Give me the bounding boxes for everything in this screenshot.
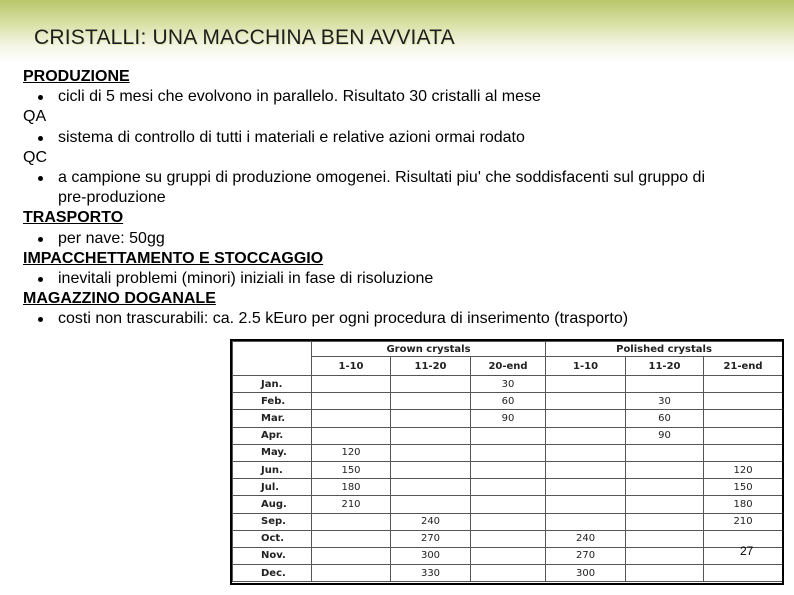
section-heading: QA — [23, 108, 47, 126]
bullet-item: per nave: 50gg — [23, 229, 783, 249]
value-cell: 270 — [391, 530, 471, 547]
value-cell — [704, 410, 783, 427]
value-cell — [626, 444, 704, 461]
value-cell: 150 — [704, 479, 783, 496]
value-cell: 30 — [626, 393, 704, 410]
value-cell — [546, 393, 626, 410]
value-cell — [471, 530, 546, 547]
bullet-item: inevitali problemi (minori) iniziali in fase di risoluzione — [23, 269, 783, 289]
value-cell — [704, 444, 783, 461]
value-cell — [626, 461, 704, 478]
value-cell — [312, 427, 391, 444]
month-cell: Oct. — [233, 530, 312, 547]
section-heading: TRASPORTO — [23, 209, 124, 227]
value-cell — [546, 496, 626, 513]
value-cell — [391, 479, 471, 496]
month-cell: Jun. — [233, 461, 312, 478]
slide-content — [23, 67, 783, 330]
value-cell: 210 — [704, 513, 783, 530]
value-cell — [471, 427, 546, 444]
value-cell — [391, 461, 471, 478]
bullet-item: sistema di controllo di tutti i materiali e relative azioni ormai rodato — [23, 128, 783, 148]
value-cell — [391, 444, 471, 461]
value-cell: 30 — [471, 376, 546, 393]
corner-cell — [233, 342, 312, 376]
month-cell: Dec. — [233, 565, 312, 582]
table-row — [233, 565, 783, 582]
value-cell: 90 — [471, 410, 546, 427]
section-heading: PRODUZIONE — [23, 68, 130, 85]
value-cell — [546, 376, 626, 393]
value-cell — [312, 513, 391, 530]
value-cell — [471, 496, 546, 513]
value-cell — [626, 376, 704, 393]
value-cell — [626, 496, 704, 513]
table-row — [233, 479, 783, 496]
value-cell — [546, 410, 626, 427]
value-cell: 120 — [704, 461, 783, 478]
value-cell — [391, 376, 471, 393]
slide-title: CRISTALLI: UNA MACCHINA BEN AVVIATA — [34, 26, 455, 49]
value-cell — [704, 376, 783, 393]
month-cell: Nov. — [233, 547, 312, 564]
value-cell — [391, 410, 471, 427]
table-row — [233, 513, 783, 530]
column-header: 1-10 — [546, 357, 626, 376]
section-impacchettamento — [23, 249, 783, 289]
column-header: 11-20 — [391, 357, 471, 376]
value-cell: 330 — [391, 565, 471, 582]
section-produzione — [23, 67, 783, 107]
value-cell: 60 — [471, 393, 546, 410]
table-row — [233, 393, 783, 410]
value-cell: 240 — [391, 513, 471, 530]
month-cell: Feb. — [233, 393, 312, 410]
value-cell — [312, 547, 391, 564]
month-cell: May. — [233, 444, 312, 461]
value-cell — [471, 479, 546, 496]
month-cell: Sep. — [233, 513, 312, 530]
column-header: 20-end — [471, 357, 546, 376]
group-header-grown: Grown crystals — [312, 342, 546, 357]
value-cell — [471, 461, 546, 478]
month-cell: Apr. — [233, 427, 312, 444]
value-cell — [471, 565, 546, 582]
value-cell: 240 — [546, 530, 626, 547]
table-row — [233, 444, 783, 461]
value-cell — [626, 513, 704, 530]
value-cell — [626, 565, 704, 582]
section-magazzino — [23, 289, 783, 329]
value-cell — [546, 444, 626, 461]
value-cell — [546, 427, 626, 444]
value-cell — [626, 530, 704, 547]
value-cell — [546, 479, 626, 496]
value-cell — [626, 547, 704, 564]
column-header: 1-10 — [312, 357, 391, 376]
table-row — [233, 496, 783, 513]
value-cell — [471, 444, 546, 461]
value-cell — [312, 393, 391, 410]
page-number: 27 — [740, 544, 754, 558]
value-cell — [471, 513, 546, 530]
value-cell — [546, 513, 626, 530]
value-cell — [312, 376, 391, 393]
value-cell — [391, 496, 471, 513]
value-cell — [546, 461, 626, 478]
value-cell — [704, 393, 783, 410]
value-cell: 270 — [546, 547, 626, 564]
section-heading: QC — [23, 148, 47, 166]
section-heading: MAGAZZINO DOGANALE — [23, 290, 216, 308]
section-trasporto — [23, 208, 783, 248]
month-cell: Aug. — [233, 496, 312, 513]
value-cell: 300 — [391, 547, 471, 564]
table-body — [233, 376, 783, 582]
table-row — [233, 376, 783, 393]
month-cell: Jan. — [233, 376, 312, 393]
table-row — [233, 530, 783, 547]
value-cell — [312, 530, 391, 547]
table-row — [233, 461, 783, 478]
table-row — [233, 427, 783, 444]
value-cell — [391, 427, 471, 444]
section-qc — [23, 148, 783, 209]
value-cell: 120 — [312, 444, 391, 461]
production-table — [232, 341, 783, 582]
value-cell: 180 — [312, 479, 391, 496]
table-row — [233, 410, 783, 427]
value-cell — [471, 547, 546, 564]
value-cell: 60 — [626, 410, 704, 427]
value-cell — [704, 427, 783, 444]
value-cell — [704, 565, 783, 582]
bullet-item: costi non trascurabili: ca. 2.5 kEuro per ogni procedura di inserimento (trasporto) — [23, 309, 783, 329]
value-cell: 150 — [312, 461, 391, 478]
value-cell: 300 — [546, 565, 626, 582]
value-cell: 90 — [626, 427, 704, 444]
month-cell: Jul. — [233, 479, 312, 496]
bullet-item: cicli di 5 mesi che evolvono in parallelo. Risultato 30 cristalli al mese — [23, 87, 783, 107]
group-header-polished: Polished crystals — [546, 342, 783, 357]
value-cell: 180 — [704, 496, 783, 513]
table-row — [233, 547, 783, 564]
value-cell — [626, 479, 704, 496]
value-cell: 210 — [312, 496, 391, 513]
value-cell — [391, 393, 471, 410]
production-table-image — [230, 339, 784, 585]
section-qa — [23, 107, 783, 147]
value-cell — [312, 410, 391, 427]
section-heading: IMPACCHETTAMENTO E STOCCAGGIO — [23, 249, 324, 267]
column-header: 21-end — [704, 357, 783, 376]
column-header: 11-20 — [626, 357, 704, 376]
value-cell — [312, 565, 391, 582]
bullet-item: a campione su gruppi di produzione omogenei. Risultati piu' che soddisfacenti sul gruppo di pre-produzione — [23, 168, 718, 208]
month-cell: Mar. — [233, 410, 312, 427]
